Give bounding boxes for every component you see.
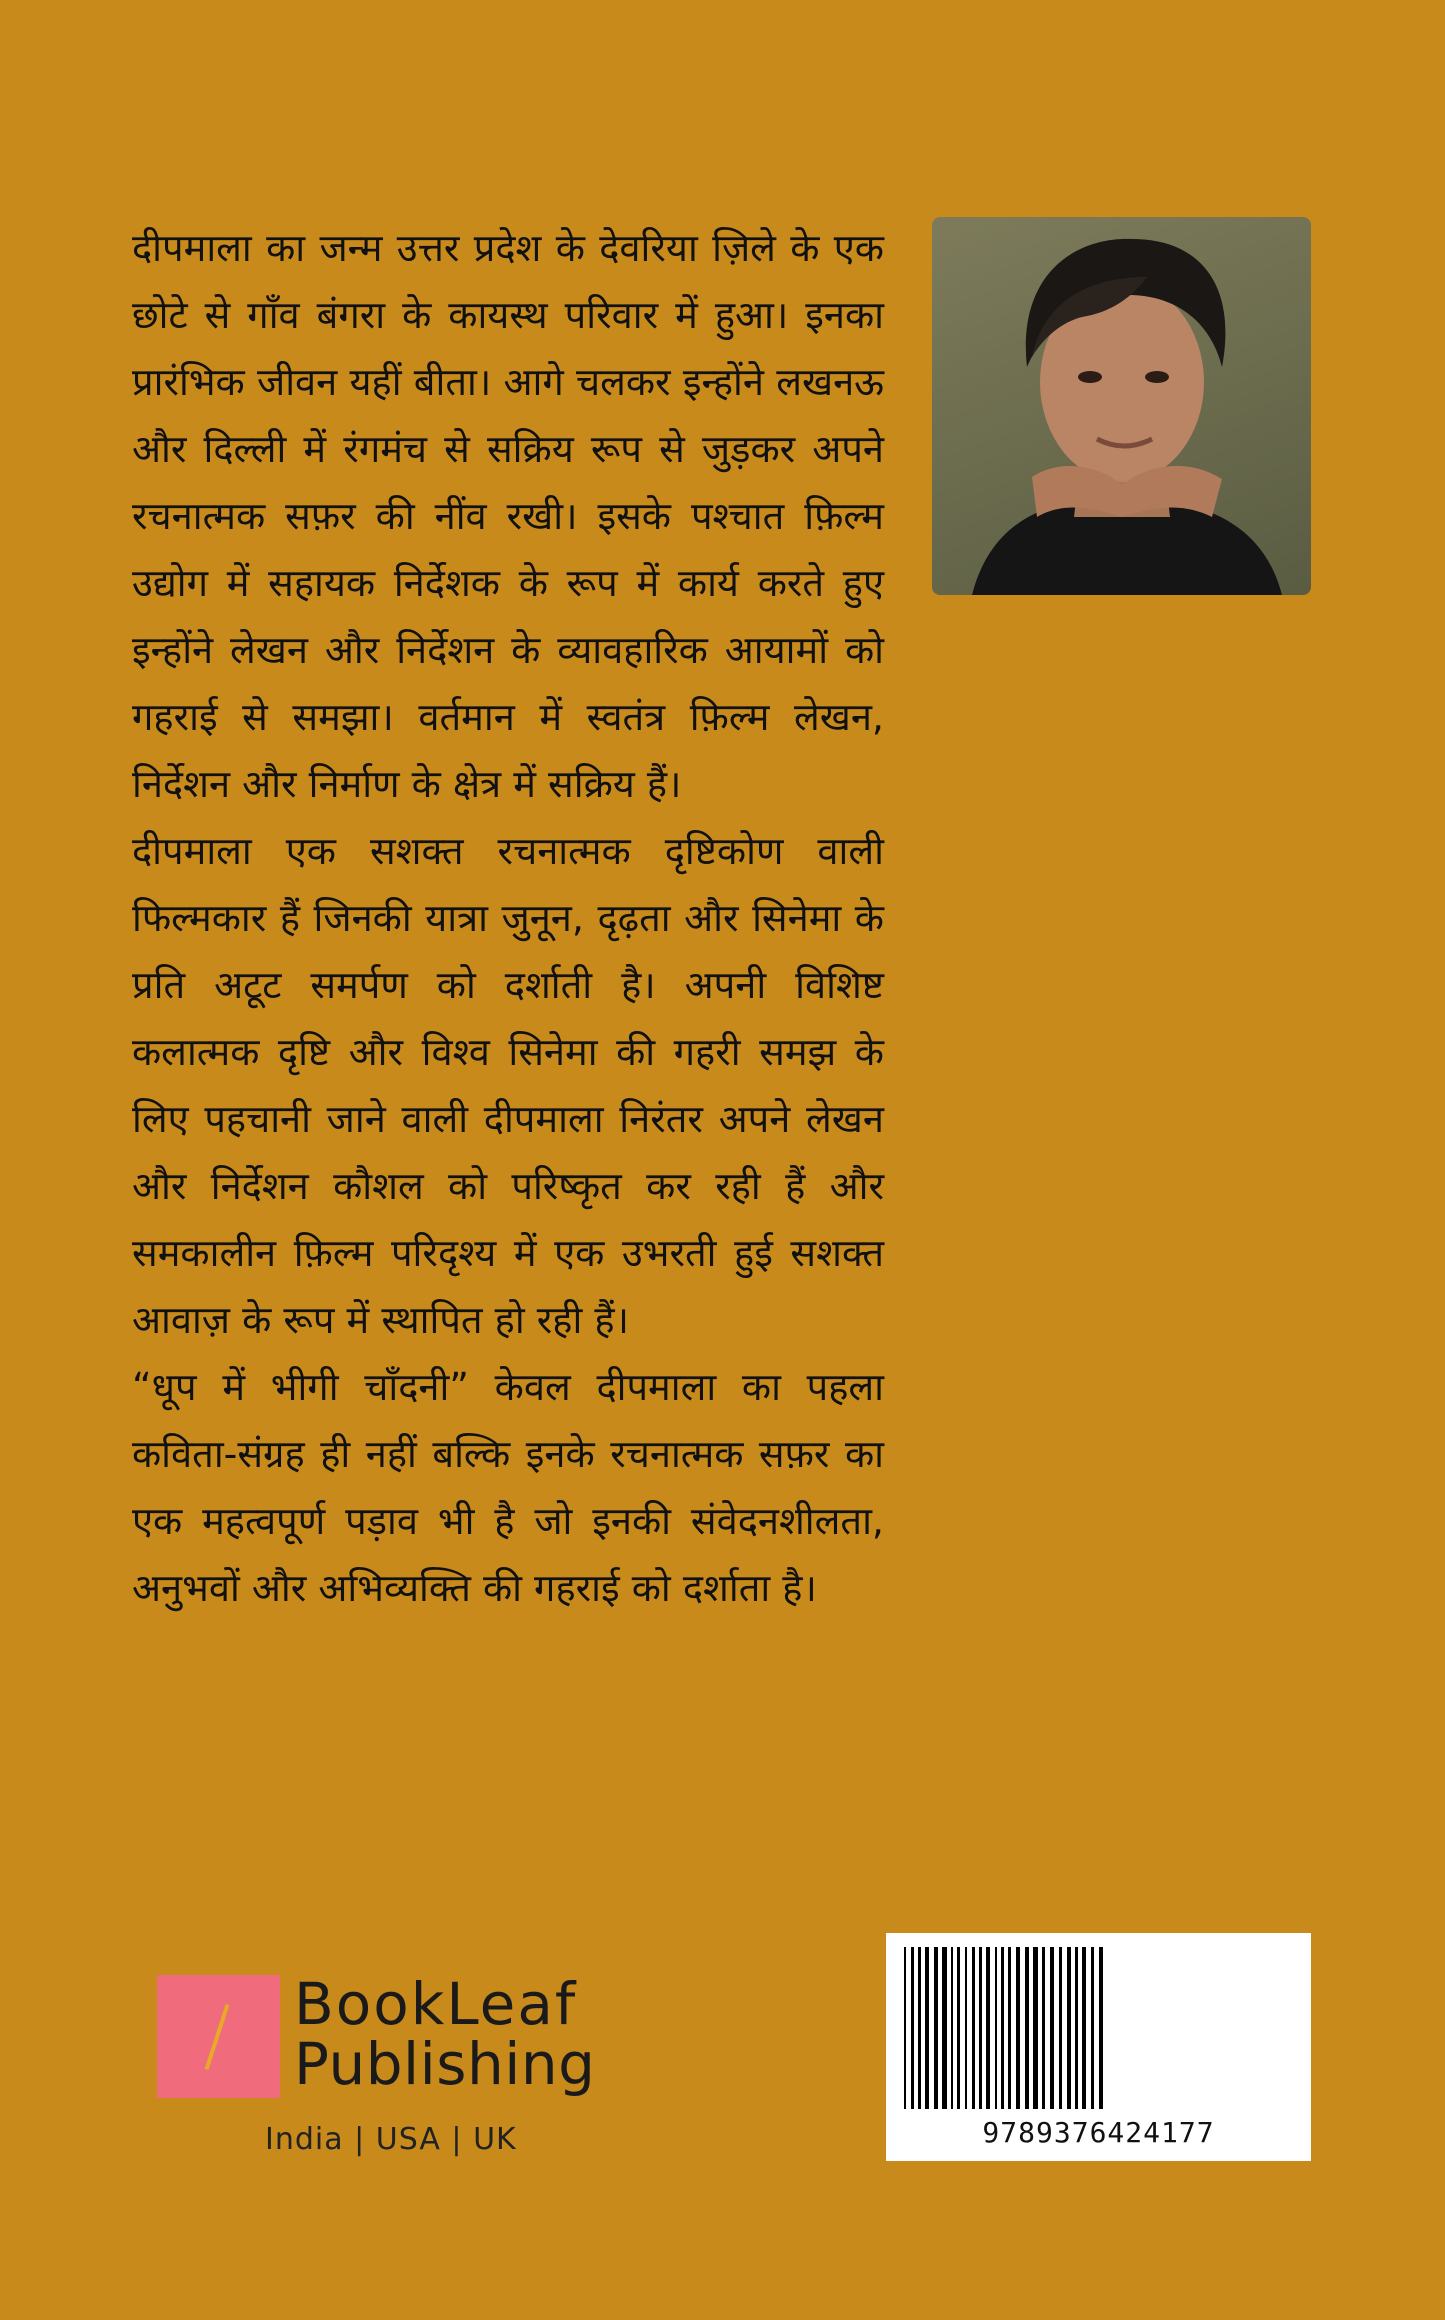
isbn-barcode: [886, 1933, 1311, 2161]
bio-paragraph-1: दीपमाला का जन्म उत्तर प्रदेश के देवरिया ज़िले के एक छोटे से गाँव बंगरा के कायस्थ परिवार में हुआ। इनका प्रारंभिक जीवन यहीं बीता। आगे चलकर इन्होंने लखनऊ और दिल्ली में रंगमंच से सक्रिय रूप से जुड़कर अपने रचनात्मक सफ़र की नींव रखी। इसके पश्चात फ़िल्म उद्योग में सहायक निर्देशक के रूप में कार्य करते हुए इन्होंने लेखन और निर्देशन के व्यावहारिक आयामों को गहराई से समझा। वर्तमान में स्वतंत्र फ़िल्म लेखन, निर्देशन और निर्माण के क्षेत्र में सक्रिय हैं।: [132, 226, 884, 806]
author-bio: [132, 215, 884, 1622]
publisher-name-line1: BookLeaf: [294, 1970, 578, 2038]
bio-paragraph-3: “धूप में भीगी चाँदनी” केवल दीपमाला का पहला कविता-संग्रह ही नहीं बल्कि इनके रचनात्मक सफ़र का एक महत्वपूर्ण पड़ाव भी है जो इनकी संवेदनशीलता, अनुभवों और अभिव्यक्ति की गहराई को दर्शाता है।: [132, 1365, 884, 1610]
isbn-number: 9789376424177: [982, 2116, 1215, 2149]
publisher-logo: [157, 1970, 612, 2110]
author-photo: [932, 217, 1311, 595]
barcode-bars: [900, 1947, 1297, 2109]
publisher-name-line2: Publishing: [294, 2030, 596, 2098]
publisher-locations: India | USA | UK: [265, 2122, 517, 2157]
leaf-mark-icon: [157, 1975, 280, 2098]
bio-paragraph-2: दीपमाला एक सशक्त रचनात्मक दृष्टिकोण वाली फिल्मकार हैं जिनकी यात्रा जुनून, दृढ़ता और सिनेमा के प्रति अटूट समर्पण को दर्शाती है। अपनी विशिष्ट कलात्मक दृष्टि और विश्व सिनेमा की गहरी समझ के लिए पहचानी जाने वाली दीपमाला निरंतर अपने लेखन और निर्देशन कौशल को परिष्कृत कर रही हैं और समकालीन फ़िल्म परिदृश्य में एक उभरती हुई सशक्त आवाज़ के रूप में स्थापित हो रही हैं।: [132, 829, 884, 1342]
